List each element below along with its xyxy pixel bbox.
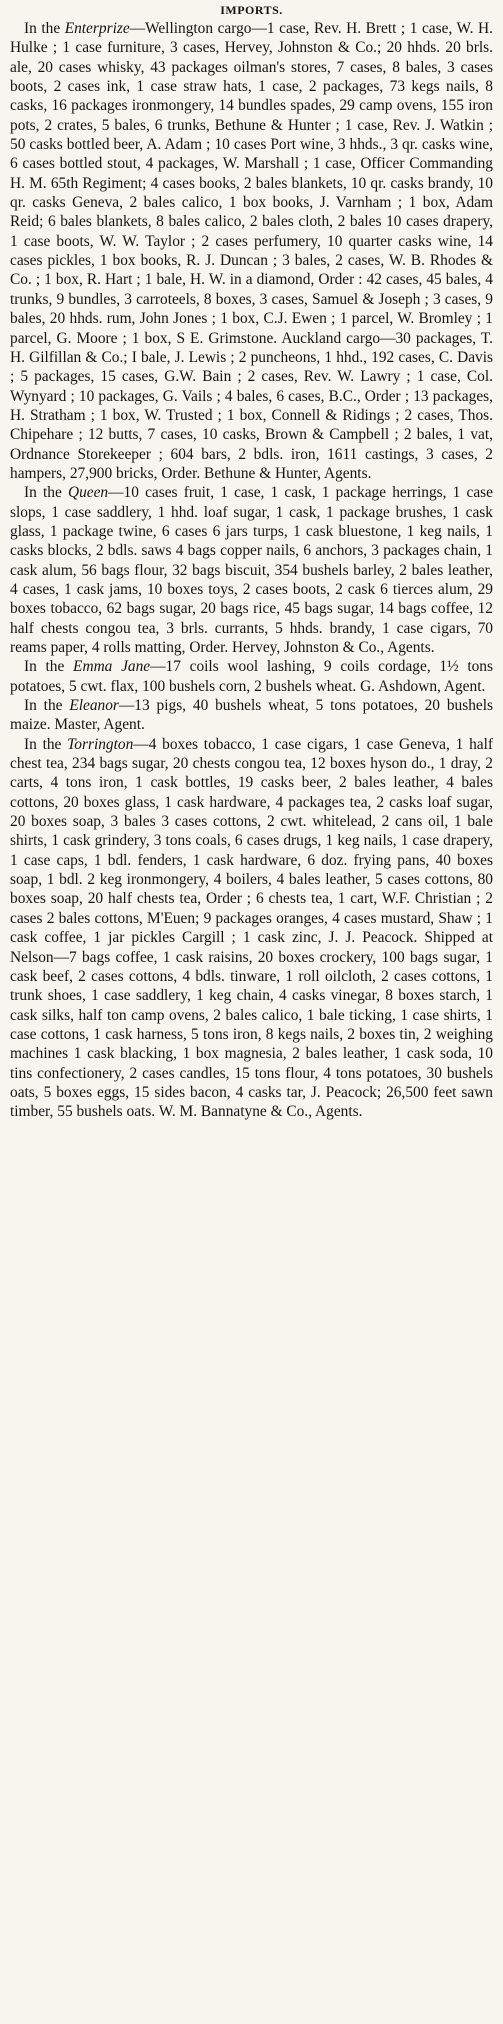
- paragraph-emma-jane: [10, 657, 493, 696]
- section-heading: IMPORTS.: [220, 3, 283, 17]
- paragraph-body: —13 pigs, 40 bushels wheat, 5 tons potatoes, 20 bushels maize. Master, Agent.: [10, 697, 493, 734]
- paragraph-enterprize: [10, 19, 493, 483]
- ship-name-enterprize: Enterprize: [64, 20, 130, 37]
- paragraph-body: —17 coils wool lashing, 9 coils cordage, 1½ tons potatoes, 5 cwt. flax, 100 bushels corn, 2 bushels wheat. G. Ashdown, Agent.: [10, 658, 493, 695]
- ship-name-queen: Queen: [67, 484, 109, 502]
- paragraph-queen: [10, 483, 493, 657]
- paragraph-lead: In the: [24, 735, 68, 753]
- paragraph-lead: In the: [24, 658, 74, 676]
- paragraph-lead: In the: [24, 20, 65, 37]
- paragraph-body: —Wellington cargo—1 case, Rev. H. Brett ; 1 case, W. H. Hulke ; 1 case furniture, 3 cases, Hervey, Johnston & Co.; 20 hhds. 20 brls. ale, 20 cases whisky, 43 packages oilman's stores, 7 cases, 8 bales, 3 cases boots, 2 cases ink, 1 case straw hats, 1 case, 2 packages, 73 kegs nails, 8 casks, 16 packages ironmongery, 14 bundles spades, 29 camp ovens, 155 iron pots, 2 crates, 5 bales, 6 trunks, Bethune & Hunter ; 1 case, Rev. J. Watkin ; 50 casks bottled beer, A. Adam ; 10 cases Port wine, 3 hhds., 3 qr. casks wine, 6 cases bottled stout, 4 packages, W. Marshall ; 1 case, Officer Commanding H. M. 65th Regiment; 4 cases books, 2 bales blankets, 10 qr. casks brandy, 10 qr. casks Geneva, 2 bales calico, 1 box books, J. Varnham ; 1 box, Adam Reid; 6 bales blankets, 8 bales calico, 2 bales cloth, 2 bales 10 cases drapery, 1 case boots, W. W. Taylor ; 2 cases perfumery, 10 quarter casks wine, 14 cases pickles, 1 box books, R. J. Duncan ; 3 bales, 2 cases, W. B. Rhodes & Co. ; 1 box, R. Hart ; 1 bale, H. W. in a diamond, Order : 42 cases, 45 bales, 4 trunks, 9 bundles, 3 carroteels, 8 boxes, 3 cases, Samuel & Joseph ; 3 cases, 9 bales, 20 hhds. rum, John Jones ; 1 box, C.J. Ewen ; 1 parcel, W. Bromley ; 1 parcel, G. Moore ; 1 box, S E. Grimstone. Auckland cargo—30 packages, T. H. Gilfillan & Co.; I bale, J. Lewis ; 2 puncheons, 1 hhd., 192 cases, C. Davis ; 5 packages, 15 cases, G.W. Bain ; 2 cases, Rev. W. Lawry ; 1 case, Col. Wynyard ; 10 packages, G. Vails ; 4 bales, 6 cases, B.C., Order ; 13 packages, H. Stratham ; 1 box, W. Trusted ; 1 box, Connell & Ridings ; 2 cases, Thos. Chipehare ; 12 butts, 7 cases, 10 casks, Brown & Campbell ; 2 bales, 1 vat, Ordnance Storekeeper ; 604 bars, 2 bdls. iron, 1611 castings, 3 cases, 2 hampers, 27,900 bricks, Order. Bethune & Hunter, Agents.: [10, 20, 493, 482]
- ship-name-torrington: Torrington: [67, 735, 134, 753]
- paragraph-torrington: [10, 735, 493, 1122]
- paragraph-lead: In the: [24, 697, 70, 715]
- paragraph-body: —10 cases fruit, 1 case, 1 cask, 1 package herrings, 1 case slops, 1 case saddlery, 1 hhd. loaf sugar, 1 cask, 1 package brushes, 1 cask glass, 1 package twine, 6 cases 6 jars turps, 1 cask bluestone, 1 keg nails, 1 casks blocks, 2 bdls. saws 4 bags copper nails, 6 anchors, 3 packages chain, 1 cask alum, 56 bags flour, 32 bags biscuit, 354 bushels barley, 2 bales leather, 4 cases, 1 cask jams, 10 boxes toys, 2 cases boots, 2 cask 6 tierces alum, 29 boxes tobacco, 62 bags sugar, 20 bags rice, 45 bags sugar, 14 bags coffee, 12 half chests congou tea, 3 brls. currants, 5 hhds. brandy, 1 case cigars, 70 reams paper, 4 rolls matting, Order. Hervey, Johnston & Co., Agents.: [10, 484, 493, 656]
- imports-article: [10, 19, 493, 1122]
- paragraph-lead: In the: [24, 484, 68, 502]
- ship-name-eleanor: Eleanor: [69, 697, 119, 715]
- paragraph-body: —4 boxes tobacco, 1 case cigars, 1 case Geneva, 1 half chest tea, 234 bags sugar, 20 chests congou tea, 12 boxes hyson do., 1 dray, 2 carts, 4 tons iron, 1 cask bottles, 19 casks beer, 2 bales leather, 4 bales cottons, 20 boxes glass, 1 cask hardware, 4 packages tea, 2 casks loaf sugar, 20 boxes soap, 3 bales 3 cases cottons, 2 cwt. whitelead, 2 cans oil, 1 bale shirts, 1 cask grindery, 3 tons coals, 6 cases drugs, 1 keg nails, 1 case drapery, 1 case caps, 1 bdl. fenders, 1 cask hardware, 6 doz. frying pans, 40 boxes soap, 1 bdl. 2 keg ironmongery, 4 boilers, 4 bales leather, 5 cases cottons, 80 boxes soap, 20 half chests tea, Order ; 6 chests tea, 1 cart, W.F. Christian ; 2 cases 2 bales cottons, M'Euen; 9 packages oranges, 4 cases mustard, Shaw ; 1 cask coffee, 1 jar pickles Cargill ; 1 cask zinc, J. J. Peacock. Shipped at Nelson—7 bags coffee, 1 cask raisins, 20 boxes crockery, 100 bags sugar, 1 cask beef, 2 cases cottons, 4 bdls. tinware, 1 roll oilcloth, 2 cases cottons, 1 trunk shoes, 1 case saddlery, 1 keg chain, 4 casks vinegar, 8 boxes starch, 1 cask silks, half ton camp ovens, 2 bales calico, 1 bale ticking, 1 case shirts, 1 case cottons, 1 cask harness, 5 tons iron, 8 kegs nails, 2 boxes tin, 2 weighing machines 1 cask blacking, 1 box magnesia, 2 bales leather, 1 cask soda, 10 tins confectionery, 2 cases candles, 15 tons flour, 4 tons potatoes, 30 bushels oats, 5 boxes eggs, 15 sides bacon, 4 casks tar, J. Peacock; 26,500 feet sawn timber, 55 bushels oats. W. M. Bannatyne & Co., Agents.: [10, 735, 493, 1121]
- paragraph-eleanor: [10, 696, 493, 735]
- ship-name-emma-jane: Emma Jane: [73, 658, 151, 676]
